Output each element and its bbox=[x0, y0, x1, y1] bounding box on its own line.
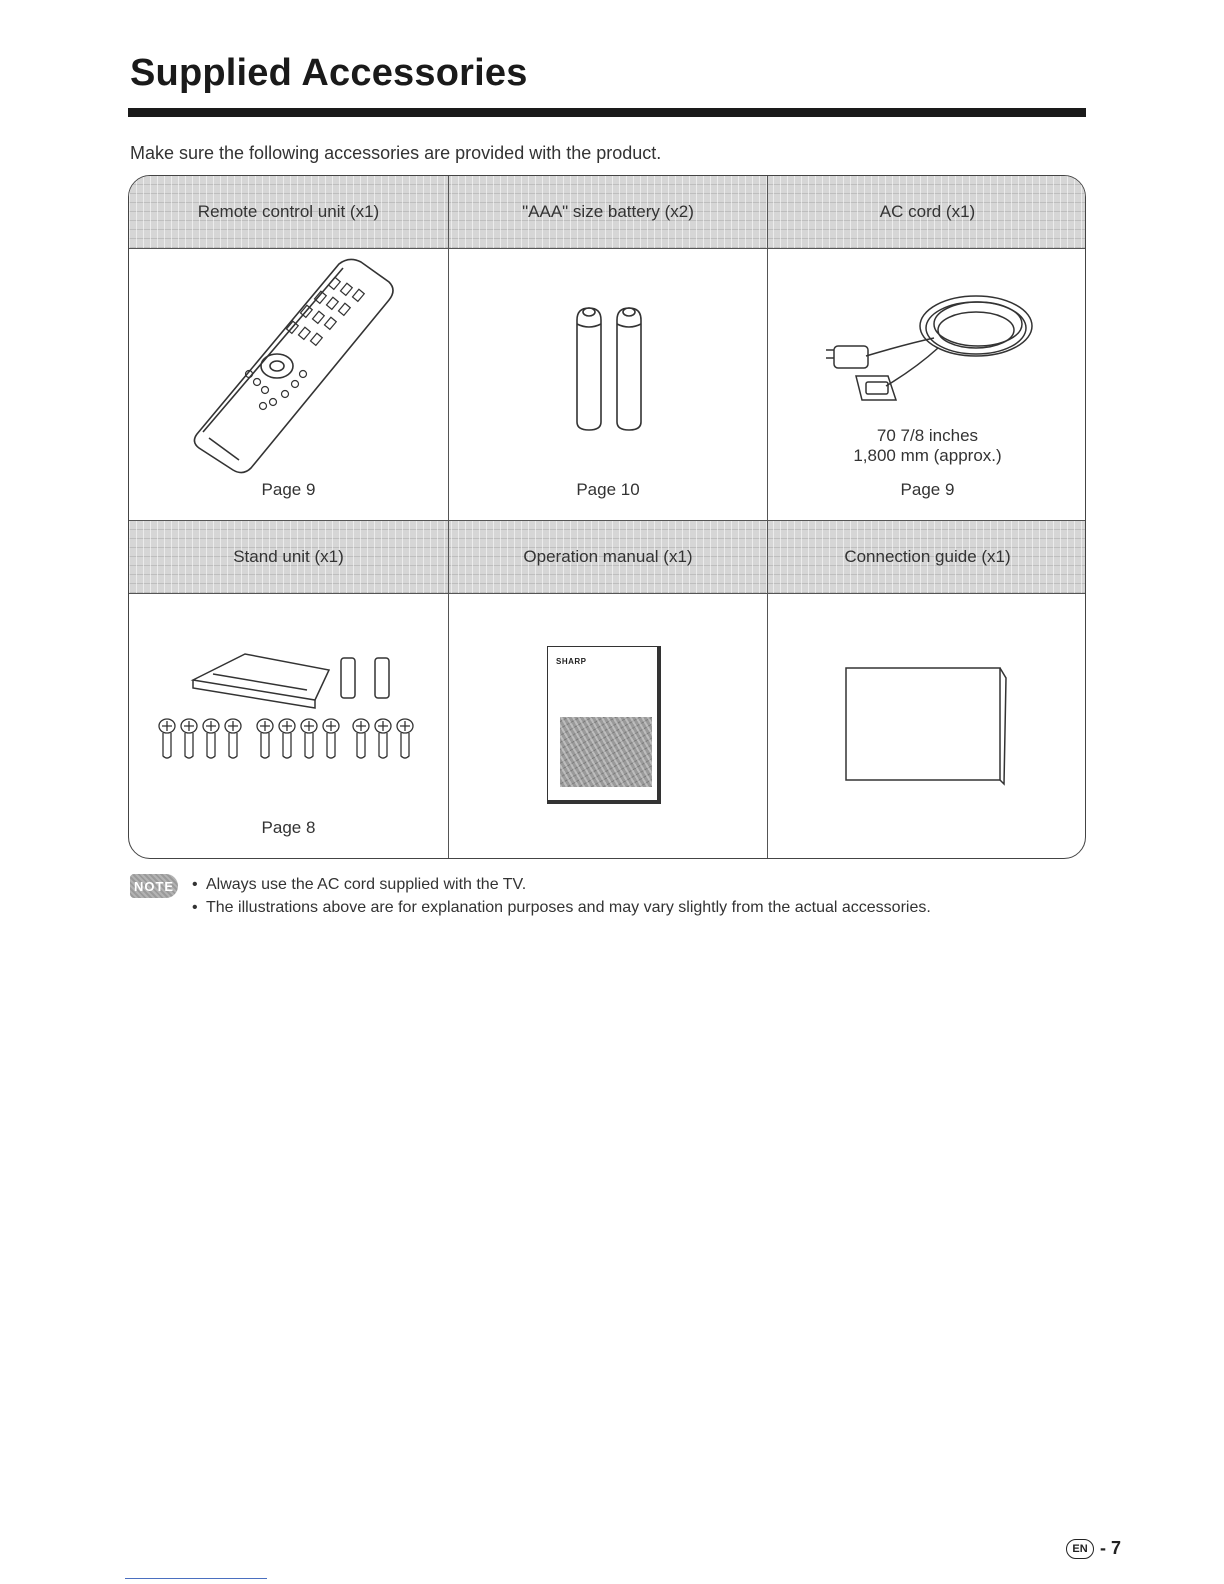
page-ref-ac-cord: Page 9 bbox=[900, 480, 955, 499]
header-row-2 bbox=[129, 520, 1085, 594]
note-item: • Always use the AC cord supplied with the TV. bbox=[206, 876, 526, 894]
body-row-1 bbox=[129, 248, 1085, 520]
title-rule bbox=[128, 108, 1086, 117]
cell-ac-cord bbox=[768, 248, 1086, 520]
manual-icon bbox=[547, 646, 661, 804]
remote-control-icon bbox=[189, 256, 399, 476]
cell-battery bbox=[449, 248, 768, 520]
note-item: • The illustrations above are for explanation purposes and may vary slightly from the actual accessories. bbox=[206, 899, 931, 917]
header-remote: Remote control unit (x1) bbox=[129, 176, 449, 248]
manual-brand: SHARP bbox=[556, 657, 587, 666]
length-metric: 1,800 mm (approx.) bbox=[853, 446, 1002, 465]
ac-cord-icon bbox=[826, 278, 1036, 418]
page-title: Supplied Accessories bbox=[130, 52, 528, 94]
header-stand: Stand unit (x1) bbox=[129, 521, 449, 593]
manual-cover-picture bbox=[560, 717, 652, 787]
body-row-2 bbox=[129, 592, 1085, 859]
header-manual: Operation manual (x1) bbox=[449, 521, 768, 593]
header-row-1 bbox=[129, 176, 1085, 249]
accessories-table bbox=[128, 175, 1086, 859]
stand-unit-icon bbox=[157, 644, 427, 774]
page-ref-remote: Page 9 bbox=[261, 480, 316, 499]
header-battery: "AAA" size battery (x2) bbox=[449, 176, 768, 248]
page-number-value: - 7 bbox=[1100, 1538, 1122, 1558]
cell-stand bbox=[129, 592, 449, 859]
length-imperial: 70 7/8 inches bbox=[876, 426, 979, 445]
page-number bbox=[1066, 1538, 1121, 1559]
intro-text: Make sure the following accessories are provided with the product. bbox=[130, 143, 662, 163]
cell-guide bbox=[768, 592, 1086, 859]
page-ref-stand: Page 8 bbox=[261, 818, 316, 837]
page-ref-battery: Page 10 bbox=[576, 480, 640, 499]
guide-sheet-icon bbox=[842, 662, 1014, 786]
cell-remote bbox=[129, 248, 449, 520]
note-badge: NOTE bbox=[130, 874, 178, 898]
footer-line bbox=[125, 1578, 267, 1579]
battery-icon bbox=[571, 298, 651, 438]
header-ac-cord: AC cord (x1) bbox=[879, 202, 976, 221]
cell-manual bbox=[449, 592, 768, 859]
language-badge: EN bbox=[1066, 1539, 1094, 1559]
header-guide: Connection guide (x1) bbox=[844, 547, 1011, 566]
